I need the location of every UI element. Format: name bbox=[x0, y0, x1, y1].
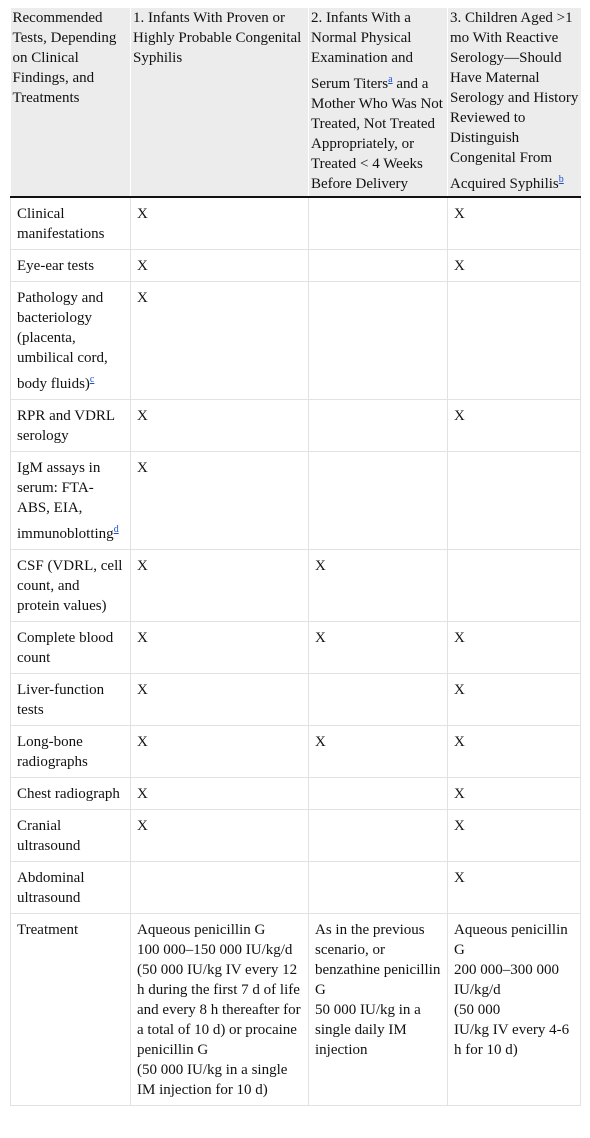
treatment-cell-c2 bbox=[309, 914, 448, 1106]
test-name: Abdominal ultrasound bbox=[17, 870, 85, 906]
treatment-text: (50 000 bbox=[454, 1002, 501, 1018]
header-normal-exam-infants bbox=[309, 8, 448, 197]
test-name-cell bbox=[11, 250, 131, 282]
header-normal-label-pre: 2. Infants With a Normal Physical Examination and Serum Titers bbox=[311, 10, 414, 92]
mark-cell-c2 bbox=[309, 862, 448, 914]
table-row bbox=[11, 197, 581, 250]
test-name-cell bbox=[11, 674, 131, 726]
table-row bbox=[11, 550, 581, 622]
mark-cell-c1: X bbox=[131, 726, 309, 778]
header-children-label: 3. Children Aged >1 mo With Reactive Serology—Should Have Maternal Serology and History Reviewed to Distinguish Congenital From Acquired Syphilis bbox=[450, 10, 579, 192]
test-name-cell bbox=[11, 282, 131, 400]
test-name-cell bbox=[11, 452, 131, 550]
treatment-text: Aqueous penicillin G bbox=[454, 922, 568, 958]
mark-cell-c2 bbox=[309, 452, 448, 550]
mark-cell-c3: X bbox=[448, 862, 581, 914]
header-tests bbox=[11, 8, 131, 197]
treatment-text: Aqueous penicillin G bbox=[137, 922, 266, 938]
header-proven-label: 1. Infants With Proven or Highly Probable Congenital Syphilis bbox=[133, 10, 302, 66]
mark-cell-c2 bbox=[309, 400, 448, 452]
test-name: Eye-ear tests bbox=[17, 258, 95, 274]
test-name: Complete blood count bbox=[17, 630, 114, 666]
mark-cell-c1: X bbox=[131, 622, 309, 674]
treatment-text: (50 000 IU/kg in a single IM injection for 10 d) bbox=[137, 1062, 288, 1098]
mark-cell-c2: X bbox=[309, 726, 448, 778]
table-row bbox=[11, 250, 581, 282]
table-row bbox=[11, 862, 581, 914]
mark-cell-c1: X bbox=[131, 674, 309, 726]
footnote-link-b[interactable]: b bbox=[558, 174, 564, 185]
mark-cell-c3 bbox=[448, 282, 581, 400]
mark-cell-c2: X bbox=[309, 550, 448, 622]
mark-cell-c2: X bbox=[309, 622, 448, 674]
mark-cell-c2 bbox=[309, 810, 448, 862]
test-name: Liver-function tests bbox=[17, 682, 105, 718]
treatment-text: 50 000 IU/kg in a single daily IM injection bbox=[315, 1002, 421, 1058]
test-name-cell bbox=[11, 400, 131, 452]
mark-cell-c2 bbox=[309, 197, 448, 250]
mark-cell-c1: X bbox=[131, 282, 309, 400]
mark-cell-c2 bbox=[309, 778, 448, 810]
test-name: Pathology and bacteriology (placenta, umbilical cord, body fluids) bbox=[17, 290, 108, 392]
mark-cell-c1: X bbox=[131, 452, 309, 550]
test-name-cell bbox=[11, 778, 131, 810]
mark-cell-c3 bbox=[448, 550, 581, 622]
table-header bbox=[11, 8, 581, 197]
mark-cell-c3: X bbox=[448, 400, 581, 452]
mark-cell-c1: X bbox=[131, 778, 309, 810]
treatment-cell-c3 bbox=[448, 914, 581, 1106]
header-row bbox=[11, 8, 581, 197]
test-name: Clinical manifestations bbox=[17, 206, 105, 242]
test-name: Cranial ultrasound bbox=[17, 818, 81, 854]
mark-cell-c3: X bbox=[448, 250, 581, 282]
header-normal-label-post: and a Mother Who Was Not Treated, Not Treated Appropriately, or Treated < 4 Weeks Before Delivery bbox=[311, 76, 443, 192]
test-name-cell bbox=[11, 197, 131, 250]
header-children-over-1mo bbox=[448, 8, 581, 197]
treatment-text: As in the previous scenario, or benzathine penicillin G bbox=[315, 922, 441, 998]
mark-cell-c1: X bbox=[131, 197, 309, 250]
mark-cell-c3 bbox=[448, 452, 581, 550]
table-body bbox=[11, 197, 581, 1106]
table-row bbox=[11, 778, 581, 810]
treatment-cell-c1 bbox=[131, 914, 309, 1106]
test-name: Long-bone radiographs bbox=[17, 734, 88, 770]
treatment-row bbox=[11, 914, 581, 1106]
test-name-cell bbox=[11, 550, 131, 622]
footnote-link-c[interactable]: c bbox=[89, 374, 95, 385]
mark-cell-c1: X bbox=[131, 550, 309, 622]
mark-cell-c3: X bbox=[448, 726, 581, 778]
test-name: CSF (VDRL, cell count, and protein values) bbox=[17, 558, 123, 614]
header-proven-infants bbox=[131, 8, 309, 197]
table-row bbox=[11, 622, 581, 674]
test-name-cell bbox=[11, 810, 131, 862]
footnote-link-a[interactable]: a bbox=[388, 74, 393, 85]
mark-cell-c2 bbox=[309, 674, 448, 726]
mark-cell-c2 bbox=[309, 250, 448, 282]
mark-cell-c3: X bbox=[448, 778, 581, 810]
table-row bbox=[11, 726, 581, 778]
header-tests-label: Recommended Tests, Depending on Clinical Findings, and Treatments bbox=[12, 10, 117, 106]
test-name: RPR and VDRL serology bbox=[17, 408, 115, 444]
mark-cell-c2 bbox=[309, 282, 448, 400]
table-row bbox=[11, 674, 581, 726]
mark-cell-c3: X bbox=[448, 810, 581, 862]
test-name-cell bbox=[11, 622, 131, 674]
table-row bbox=[11, 810, 581, 862]
table-row bbox=[11, 282, 581, 400]
mark-cell-c1: X bbox=[131, 400, 309, 452]
treatment-text: IU/kg IV every 4-6 h for 10 d) bbox=[454, 1022, 570, 1058]
syphilis-tests-table bbox=[10, 8, 581, 1106]
table-row bbox=[11, 400, 581, 452]
mark-cell-c3: X bbox=[448, 197, 581, 250]
test-name-cell bbox=[11, 726, 131, 778]
footnote-link-d[interactable]: d bbox=[113, 524, 119, 535]
test-name: Chest radiograph bbox=[17, 786, 120, 802]
mark-cell-c1 bbox=[131, 862, 309, 914]
mark-cell-c3: X bbox=[448, 674, 581, 726]
table-row bbox=[11, 452, 581, 550]
treatment-text: 100 000–150 000 IU/kg/d (50 000 IU/kg IV every 12 h during the first 7 d of life and every 8 h thereafter for a total of 10 d) or procaine penicillin G bbox=[137, 942, 301, 1058]
treatment-text: 200 000–300 000 IU/kg/d bbox=[454, 962, 559, 998]
test-name: IgM assays in serum: FTA-ABS, EIA, immunoblotting bbox=[17, 460, 114, 542]
test-name-cell bbox=[11, 862, 131, 914]
mark-cell-c1: X bbox=[131, 250, 309, 282]
treatment-label: Treatment bbox=[11, 914, 131, 1106]
mark-cell-c3: X bbox=[448, 622, 581, 674]
mark-cell-c1: X bbox=[131, 810, 309, 862]
